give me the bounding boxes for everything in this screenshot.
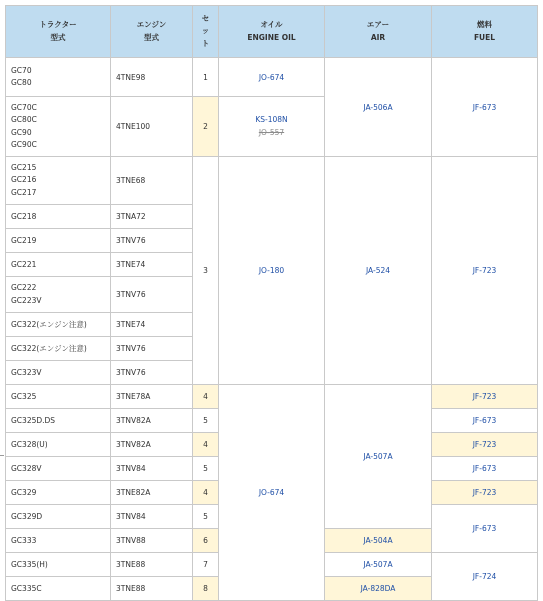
fuel-filter-link[interactable]: JF-673 <box>432 505 538 553</box>
oil-filter-old-number: JO-557 <box>258 127 285 137</box>
fuel-filter-link[interactable]: JF-673 <box>432 409 538 433</box>
engine-model-cell: 3TNV82A <box>111 409 193 433</box>
tractor-model-cell: GC325D.DS <box>6 409 111 433</box>
header-set: セ ッ ト <box>193 6 219 58</box>
tractor-model-cell: GC328V <box>6 457 111 481</box>
air-filter-link[interactable]: JA-504A <box>325 529 432 553</box>
set-number-cell: 5 <box>193 457 219 481</box>
air-filter-link[interactable]: JA-828DA <box>325 577 432 601</box>
engine-model-cell: 3TNE68 <box>111 157 193 205</box>
tractor-model-cell: GC335C <box>6 577 111 601</box>
engine-model-cell: 3TNV76 <box>111 361 193 385</box>
fuel-filter-link[interactable]: JF-673 <box>432 457 538 481</box>
oil-filter-link[interactable]: JO-674 <box>219 58 325 97</box>
engine-model-cell: 3TNE88 <box>111 553 193 577</box>
tractor-model-cell: GC329 <box>6 481 111 505</box>
set-number-cell: 1 <box>193 58 219 97</box>
tractor-model-cell: GC219 <box>6 229 111 253</box>
fuel-filter-link[interactable]: JF-673 <box>432 58 538 157</box>
table-row <box>6 157 538 205</box>
table-row <box>6 58 538 97</box>
set-number-cell: 4 <box>193 433 219 457</box>
engine-model-cell: 3TNA72 <box>111 205 193 229</box>
margin-tick-mark <box>0 455 4 456</box>
tractor-model-cell: GC70C GC80C GC90 GC90C <box>6 97 111 157</box>
tractor-model-cell: GC322(エンジン注意) <box>6 337 111 361</box>
engine-model-cell: 4TNE98 <box>111 58 193 97</box>
set-number-cell: 4 <box>193 481 219 505</box>
tractor-model-cell: GC222 GC223V <box>6 277 111 313</box>
air-filter-link[interactable]: JA-507A <box>325 553 432 577</box>
tractor-model-cell: GC329D <box>6 505 111 529</box>
header-engine-oil: オイル ENGINE OIL <box>219 6 325 58</box>
oil-filter-link[interactable]: JO-674 <box>219 385 325 601</box>
header-tractor-model: トラクター 型式 <box>6 6 111 58</box>
fuel-filter-link[interactable]: JF-723 <box>432 157 538 385</box>
filter-table-container <box>5 5 538 601</box>
set-number-cell: 3 <box>193 157 219 385</box>
table-header-row <box>6 6 538 58</box>
set-number-cell: 5 <box>193 505 219 529</box>
engine-model-cell: 3TNV84 <box>111 505 193 529</box>
filter-compatibility-table <box>5 5 538 601</box>
tractor-model-cell: GC215 GC216 GC217 <box>6 157 111 205</box>
engine-model-cell: 3TNV84 <box>111 457 193 481</box>
header-engine-model: エンジン 型式 <box>111 6 193 58</box>
tractor-model-cell: GC325 <box>6 385 111 409</box>
air-filter-link[interactable]: JA-524 <box>325 157 432 385</box>
set-number-cell: 4 <box>193 385 219 409</box>
tractor-model-cell: GC323V <box>6 361 111 385</box>
fuel-filter-link[interactable]: JF-724 <box>432 553 538 601</box>
set-number-cell: 8 <box>193 577 219 601</box>
table-row <box>6 385 538 409</box>
engine-model-cell: 3TNV76 <box>111 337 193 361</box>
fuel-filter-link[interactable]: JF-723 <box>432 433 538 457</box>
fuel-filter-link[interactable]: JF-723 <box>432 385 538 409</box>
engine-model-cell: 3TNE74 <box>111 313 193 337</box>
engine-model-cell: 3TNV88 <box>111 529 193 553</box>
tractor-model-cell: GC221 <box>6 253 111 277</box>
engine-model-cell: 4TNE100 <box>111 97 193 157</box>
set-number-cell: 6 <box>193 529 219 553</box>
engine-model-cell: 3TNE78A <box>111 385 193 409</box>
tractor-model-cell: GC218 <box>6 205 111 229</box>
engine-model-cell: 3TNE74 <box>111 253 193 277</box>
set-number-cell: 7 <box>193 553 219 577</box>
oil-filter-link[interactable]: JO-180 <box>219 157 325 385</box>
oil-filter-link[interactable]: KS-108N <box>255 115 288 124</box>
header-air: エアー AIR <box>325 6 432 58</box>
header-fuel: 燃料 FUEL <box>432 6 538 58</box>
engine-model-cell: 3TNE88 <box>111 577 193 601</box>
set-number-cell: 5 <box>193 409 219 433</box>
tractor-model-cell: GC70 GC80 <box>6 58 111 97</box>
set-number-cell: 2 <box>193 97 219 157</box>
air-filter-link[interactable]: JA-506A <box>325 58 432 157</box>
fuel-filter-link[interactable]: JF-723 <box>432 481 538 505</box>
engine-model-cell: 3TNV82A <box>111 433 193 457</box>
tractor-model-cell: GC333 <box>6 529 111 553</box>
engine-model-cell: 3TNV76 <box>111 229 193 253</box>
tractor-model-cell: GC335(H) <box>6 553 111 577</box>
tractor-model-cell: GC322(エンジン注意) <box>6 313 111 337</box>
air-filter-link[interactable]: JA-507A <box>325 385 432 529</box>
tractor-model-cell: GC328(U) <box>6 433 111 457</box>
oil-filter-cell <box>219 97 325 157</box>
engine-model-cell: 3TNE82A <box>111 481 193 505</box>
engine-model-cell: 3TNV76 <box>111 277 193 313</box>
